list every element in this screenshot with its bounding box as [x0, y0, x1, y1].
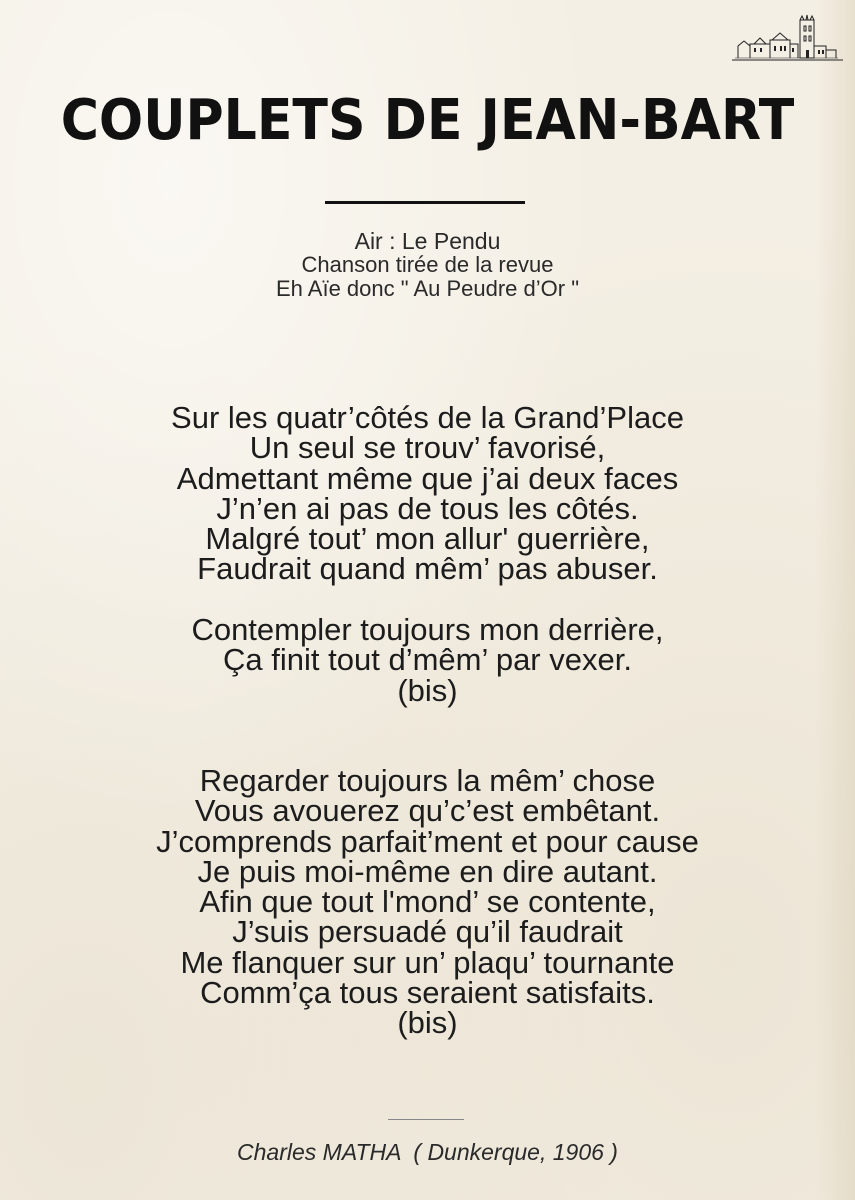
subtitle-air: Air : Le Pendu	[354, 228, 501, 254]
verse-line: Ça finit tout d’mêm’ par vexer.	[223, 642, 632, 678]
verse-line: J’comprends parfait’ment et pour cause	[156, 823, 699, 859]
verse-line: Admettant même que j’ai deux faces	[176, 460, 679, 496]
subtitle-source: Chanson tirée de la revue	[301, 252, 554, 277]
stanza-1	[0, 400, 855, 587]
author-credit: Charles MATHA ( Dunkerque, 1906 )	[237, 1139, 618, 1165]
footer-divider	[388, 1119, 464, 1120]
verse-line: Contempler toujours mon derrière,	[191, 612, 664, 647]
church-sketch-icon	[730, 14, 845, 64]
subtitle-revue: Eh Aïe donc " Au Peudre d’Or "	[275, 276, 580, 301]
verse-line: J’n’en ai pas de tous les côtés.	[216, 490, 639, 526]
page-title: COUPLETS DE JEAN-BART	[60, 88, 795, 153]
subtitle-block	[0, 229, 855, 301]
verse-line: Regarder toujours la mêm’ chose	[199, 763, 656, 798]
verse-line: Un seul se trouv’ favorisé,	[249, 430, 606, 466]
verse-line: Afin que tout l'mond’ se contente,	[199, 884, 656, 920]
verse-line: Faudrait quand mêm’ pas abuser.	[197, 551, 658, 587]
stanza-2	[0, 763, 855, 1041]
verse-line: Vous avouerez qu’c’est embêtant.	[194, 793, 661, 829]
verse-line: Me flanquer sur un’ plaqu’ tournante	[180, 944, 675, 980]
verse-line: J’suis persuadé qu’il faudrait	[232, 914, 623, 950]
title-underline	[325, 201, 525, 204]
verse-line: Sur les quatr’côtés de la Grand’Place	[171, 400, 684, 435]
refrain-1	[0, 612, 855, 708]
verse-line: Malgré tout’ mon allur' guerrière,	[205, 521, 650, 557]
bis-marker: (bis)	[397, 1005, 458, 1041]
verse-line: Je puis moi-même en dire autant.	[197, 853, 658, 889]
verse-line: Comm’ça tous seraient satisfaits.	[200, 975, 655, 1011]
bis-marker: (bis)	[397, 672, 458, 708]
